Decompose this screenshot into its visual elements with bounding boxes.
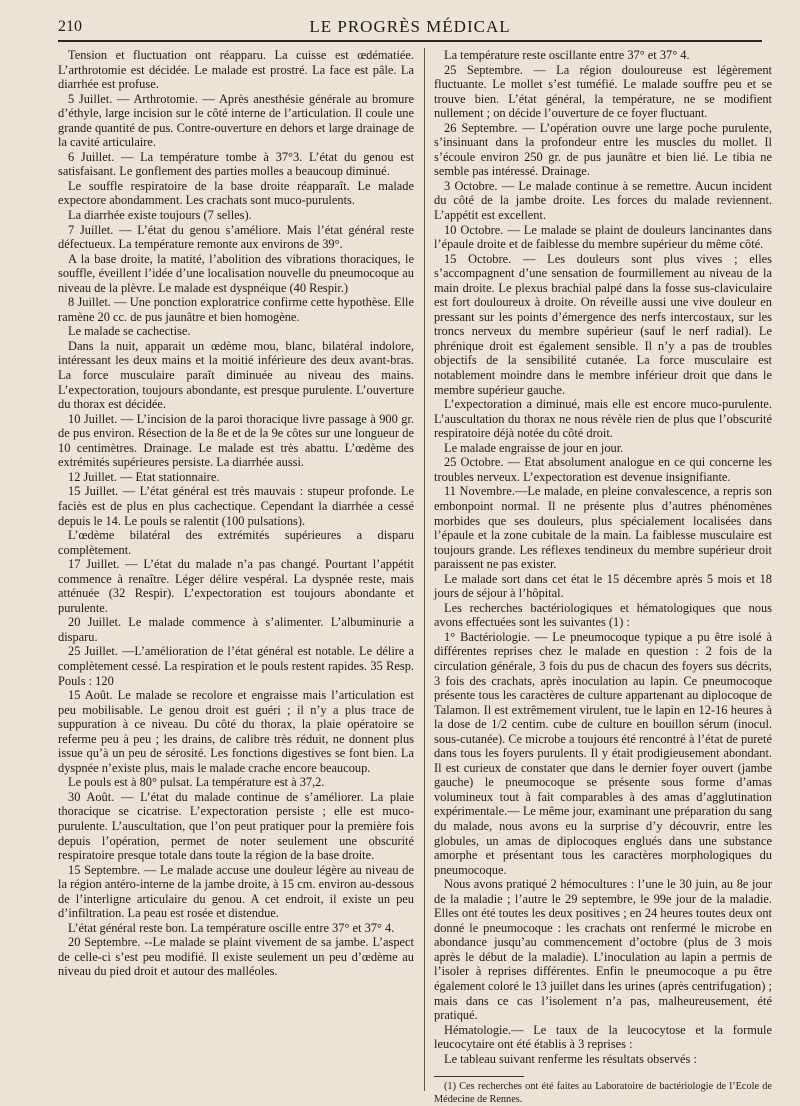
paragraph: 5 Juillet. — Arthrotomie. — Après anesthésie générale au bromure d’éthyle, large incision sur le côté interne de l’articulation. Il coule une grande quantité de pus. Contre-ouverture en dehors et large drainage de la cavité articulaire. (58, 91, 414, 150)
paragraph: 30 Août. — L’état du malade continue de s’améliorer. La plaie thoracique se cicatrise. L’expectoration persiste ; elle est muco-purulente. L’auscultation, que l’on peut pratiquer pour la première fois depuis l’opération, permet de noter seulement une obscurité respiratoire presque totale dans toute la région de la base droite. (58, 789, 414, 863)
paragraph: Dans la nuit, apparait un œdème mou, blanc, bilatéral indolore, intéressant les deux mains et la moitié inférieure des deux avant-bras. La force musculaire paraît diminuée au niveau des mains. L’expectoration, toujours abondante, est presque purulente. L’ouverture du thorax est décidée. (58, 338, 414, 412)
footnote-rule (434, 1076, 524, 1077)
page-header (58, 10, 762, 42)
paragraph: Nous avons pratiqué 2 hémocultures : l’une le 30 juin, au 8e jour de la maladie ; l’autre le 29 septembre, le 99e jour de la maladie. Elles ont été toutes les deux positives ; en 24 heures toutes deux ont donné le pneumocoque : les crachats ont renfermé le microbe en abondance jusqu’au commencement d’octobre (plus de 3 mois après le début de la maladie). L’inoculation au lapin a permis de l’isoler à reprises différentes. Enfin le pneumocoque a pu être également coloré le 13 juillet dans les urines (après centrifugation) ; mais dans ce cas l’isolement n’a pas, malheureusement, été pratiqué. (434, 877, 772, 1023)
paragraph: 3 Octobre. — Le malade continue à se remettre. Aucun incident du côté de la jambe droite. Les forces du malade reviennent. L’appétit est excellent. (434, 178, 772, 223)
paragraph: Hématologie.— Le taux de la leucocytose et la formule leucocytaire ont été établis à 3 reprises : (434, 1022, 772, 1052)
paragraph: 1° Bactériologie. — Le pneumocoque typique a pu être isolé à différentes reprises chez le malade en question : 2 fois de la circulation générale, 3 fois du pus de chacun des foyers sus décrits, 3 fois des crachats, après inoculation au lapin. Ce pneumocoque présente tous les caractères de culture appartenant au diplocoque de Talamon. Il est extrêmement virulent, tue le lapin en 12-16 heures à la dose de 1/2 centim. cube de culture en bouillon sérum (inocul. sous-cutanée). Ce microbe a toujours été rencontré à l’état de pureté dans tous les foyers purulents. Il y était prodigieusement abondant. Il est curieux de constater que dans le dernier foyer ouvert (jambe gauche) le pneumocoque se présente sous forme d’amas volumineux tout à fait comparables à des amas d’agglutination expérimentale.— Le même jour, examinant une préparation du sang du malade, nous avons eu la surprise d’y découvrir, entre les globules, un amas de diplocoques englués dans une substance amorphe et présentant tous les caractères morphologiques du pneumocoque. (434, 629, 772, 877)
paragraph: Le pouls est à 80° pulsat. La température est à 37,2. (68, 775, 325, 790)
paragraph: Les recherches bactériologiques et hématologiques que nous avons effectuées sont les suivantes (1) : (434, 600, 772, 630)
paragraph: Tension et fluctuation ont réapparu. La cuisse est œdématiée. L’arthrotomie est décidée. Le malade est prostré. La face est pâle. La diarrhée est profuse. (58, 48, 414, 92)
paragraph: L’expectoration a diminué, mais elle est encore muco-purulente. L’auscultation du thorax ne nous révèle rien de plus que l’obscurité respiratoire déjà notée du côté droit. (434, 397, 772, 441)
paragraph: Le tableau suivant renferme les résultats observés : (444, 1051, 697, 1066)
column-divider (424, 48, 425, 1091)
paragraph: 17 Juillet. — L’état du malade n’a pas changé. Pourtant l’appétit commence à renaître. Léger délire vespéral. La dyspnée reste, mais atténuée (32 Respir). L’expectoration est toujours abondante et purulente. (58, 557, 414, 615)
paragraph: Le malade sort dans cet état le 15 décembre après 5 mois et 18 jours de séjour à l’hôpital. (434, 571, 772, 601)
paragraph: Le malade se cachectise. (68, 324, 191, 339)
footnote-text: (1) Ces recherches ont été faites au Laboratoire de bactériologie de l’Ecole de Médecine de Rennes. (434, 1081, 772, 1105)
paragraph: 7 Juillet. — L’état du genou s’améliore. Mais l’état général reste défectueux. La température remonte aux environs de 39°. (58, 222, 414, 252)
paragraph: 8 Juillet. — Une ponction exploratrice confirme cette hypothèse. Elle ramène 20 cc. de pus jaunâtre et bien homogène. (58, 295, 414, 324)
paragraph: A la base droite, la matité, l’abolition des vibrations thoraciques, le souffle, éveillent l’idée d’une localisation nouvelle du pneumocoque au niveau de la plèvre. Le malade est dyspnéique (40 Respir.) (58, 251, 414, 295)
paragraph: 15 Août. Le malade se recolore et engraisse mais l’articulation est peu mobilisable. Le genou droit est guéri ; il n’y a plus trace de suppuration à ce niveau. Du côté du thorax, la plaie opératoire se referme peu à peu ; les drains, de calibre très réduit, ne donnent plus issue qu’à un peu de sérosité. Les fonctions digestives se font bien. La dyspnée n’existe plus, mais le malade crache encore beaucoup. (58, 688, 414, 775)
paragraph: 20 Juillet. Le malade commence à s’alimenter. L’albuminurie a disparu. (58, 615, 414, 644)
footnote (434, 1081, 772, 1106)
right-column (434, 48, 772, 1105)
paragraph: L’œdème bilatéral des extrémités supérieures a disparu complètement. (58, 528, 414, 557)
paragraph: 26 Septembre. — L’opération ouvre une large poche purulente, s’insinuant dans la profondeur entre les muscles du mollet. Il s’écoule environ 250 gr. de pus jaunâtre et bien lié. Le tibia ne semble pas intéressé. Drainage. (434, 120, 772, 179)
paragraph: 20 Septembre. --Le malade se plaint vivement de sa jambe. L’aspect de celle-ci s’est peu modifié. Il existe seulement un peu d’œdème au niveau du pied droit et autour des malléoles. (58, 935, 414, 979)
paragraph: 6 Juillet. — La température tombe à 37°3. L’état du genou est satisfaisant. Le gonflement des parties molles a beaucoup diminué. (58, 149, 414, 179)
paragraph: 15 Octobre. — Les douleurs sont plus vives ; elles s’accompagnent d’une sensation de fourmillement au niveau de la main droite. Le plexus brachial palpé dans la fosse sus-claviculaire est fort douloureux à droite. On réveille aussi une vive douleur en pressant sur les points d’émergence des nerfs intercostaux, sur les troncs nerveux du membre supérieur (sauf le nerf radial). Le phrénique droit est également sensible. Il n’y a pas de troubles objectifs de la sensibilité cutanée. La force musculaire est notablement moindre dans le membre inférieur droit que dans le membre supérieur gauche. (434, 251, 772, 397)
paragraph: La diarrhée existe toujours (7 selles). (68, 208, 252, 223)
journal-title: LE PROGRÈS MÉDICAL (309, 17, 511, 36)
paragraph: 25 Septembre. — La région douloureuse est légèrement fluctuante. Le mollet s’est tuméfié. Le malade souffre peu et se trouve bien. L’état général, la température, ne se modifient nullement ; on décide l’ouverture de ce foyer fluctuant. (434, 62, 772, 121)
paragraph: Le malade engraisse de jour en jour. (444, 440, 624, 455)
paragraph: Le souffle respiratoire de la base droite réapparaît. Le malade expectore abondamment. Les crachats sont muco-purulents. (58, 178, 414, 208)
page-number: 210 (58, 18, 82, 35)
paragraph: 11 Novembre.—Le malade, en pleine convalescence, a repris son embonpoint normal. Il ne présente plus d’autres phénomènes morbides que ses douleurs, plus spécialement localisées dans l’épaule et la zone cubitale de la main. La faiblesse musculaire est toujours grande. Les réflexes tendineux du membre supérieur droit paraissent ne pas exister. (434, 484, 772, 572)
paragraph: La température reste oscillante entre 37° et 37° 4. (444, 48, 690, 62)
paragraph: 10 Juillet. — L’incision de la paroi thoracique livre passage à 900 gr. de pus environ. Résection de la 8e et de la 9e côtes sur une longueur de 10 centimètres. Drainage. Le malade est très abattu. L’œdème des extrémités supérieures persiste. La diarrhée aussi. (58, 411, 414, 470)
paragraph: 25 Juillet. —L’amélioration de l’état général est notable. Le délire a complètement cessé. La respiration et le pouls restent rapides. 35 Resp. Pouls : 120 (58, 644, 414, 688)
paragraph: 15 Septembre. — Le malade accuse une douleur légère au niveau de la région antéro-interne de la jambe droite, à 15 cm. environ au-dessous de l’interligne articulaire du genou. A cet endroit, il existe un peu d’infiltration. La peau est rosée et distendue. (58, 862, 414, 921)
left-column (58, 48, 414, 1095)
paragraph: 10 Octobre. — Le malade se plaint de douleurs lancinantes dans l’épaule droite et de faiblesse du membre supérieur du même côté. (434, 222, 772, 252)
paragraph: 25 Octobre. — Etat absolument analogue en ce qui concerne les troubles nerveux. L’expectoration est devenue insignifiante. (434, 455, 772, 484)
paragraph: 12 Juillet. — Etat stationnaire. (68, 469, 220, 484)
paragraph: L’état général reste bon. La température oscille entre 37° et 37° 4. (68, 920, 395, 935)
paragraph: 15 Juillet. — L’état général est très mauvais : stupeur profonde. Le faciès est de plus en plus cachectique. Cependant la diarrhée a cessé depuis le 14. Le pouls se ralentit (100 pulsations). (58, 484, 414, 528)
